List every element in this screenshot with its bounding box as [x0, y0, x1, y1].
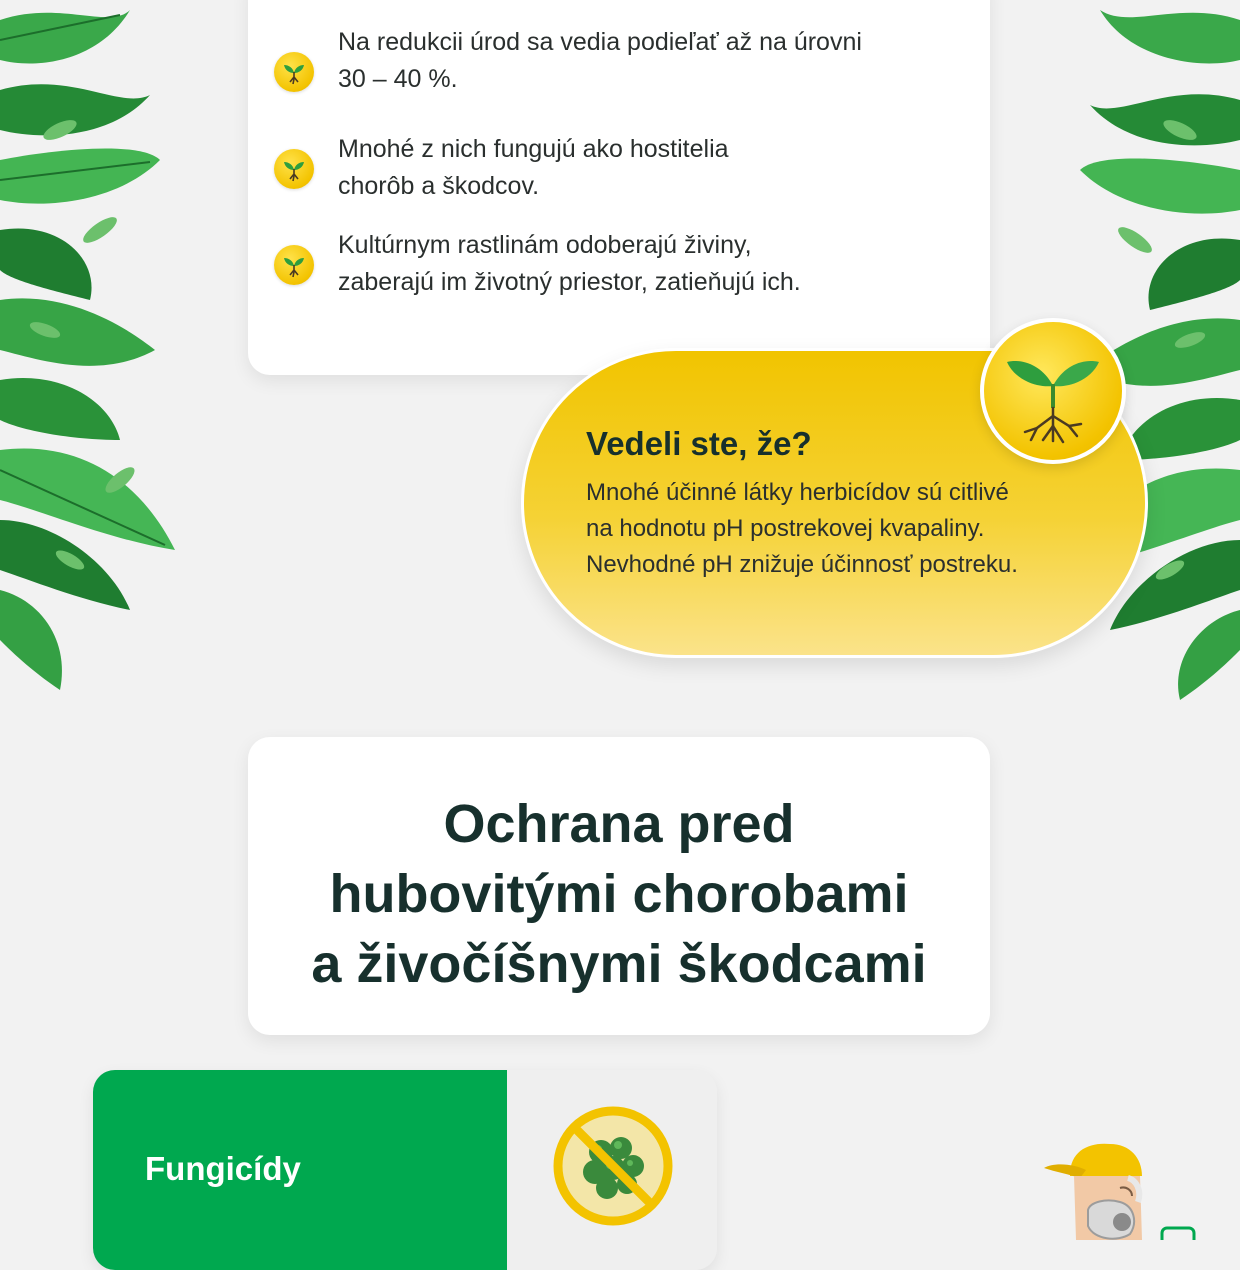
- heading-line: a živočíšnymi škodcami: [311, 934, 927, 994]
- fact-line: Mnohé z nich fungujú ako hostitelia: [338, 135, 729, 163]
- heading-line: hubovitými chorobami: [329, 864, 909, 924]
- fungicides-card: [93, 1070, 717, 1270]
- sprout-icon: [274, 245, 314, 285]
- tip-title: Vedeli ste, že?: [586, 425, 812, 462]
- fact-text: [338, 24, 958, 98]
- fact-text: [338, 227, 958, 301]
- tip-line: na hodnotu pH postrekovej kvapaliny.: [586, 515, 985, 542]
- section-heading: [248, 789, 990, 999]
- fact-item: [274, 135, 729, 200]
- facts-card: [248, 0, 990, 375]
- sprout-icon: [274, 149, 314, 189]
- fact-item: [274, 28, 862, 93]
- fact-line: chorôb a škodcov.: [338, 172, 540, 200]
- sprout-with-roots-icon: [980, 318, 1126, 464]
- heading-line: Ochrana pred: [443, 794, 795, 854]
- fungicides-label-panel: [93, 1070, 507, 1270]
- fungicides-icon-panel: [507, 1070, 717, 1270]
- sprout-icon: [274, 52, 314, 92]
- tip-line: Mnohé účinné látky herbicídov sú citlivé: [586, 479, 1009, 506]
- tip-body: [586, 475, 1106, 583]
- no-fungus-icon: [551, 1104, 675, 1228]
- farmer-illustration: [1030, 1130, 1240, 1240]
- fungicides-label: Fungicídy: [145, 1150, 301, 1187]
- fact-item: [274, 231, 801, 296]
- section-heading-card: [248, 737, 990, 1035]
- tip-line: Nevhodné pH znižuje účinnosť postreku.: [586, 551, 1018, 578]
- fact-line: 30 – 40 %.: [338, 65, 458, 93]
- fact-text: [338, 131, 958, 205]
- fact-line: zaberajú im životný priestor, zatieňujú ich.: [338, 268, 801, 296]
- fact-line: Na redukcii úrod sa vedia podieľať až na úrovni: [338, 28, 862, 56]
- fact-line: Kultúrnym rastlinám odoberajú živiny,: [338, 231, 752, 259]
- foliage-left-decoration: [0, 0, 190, 700]
